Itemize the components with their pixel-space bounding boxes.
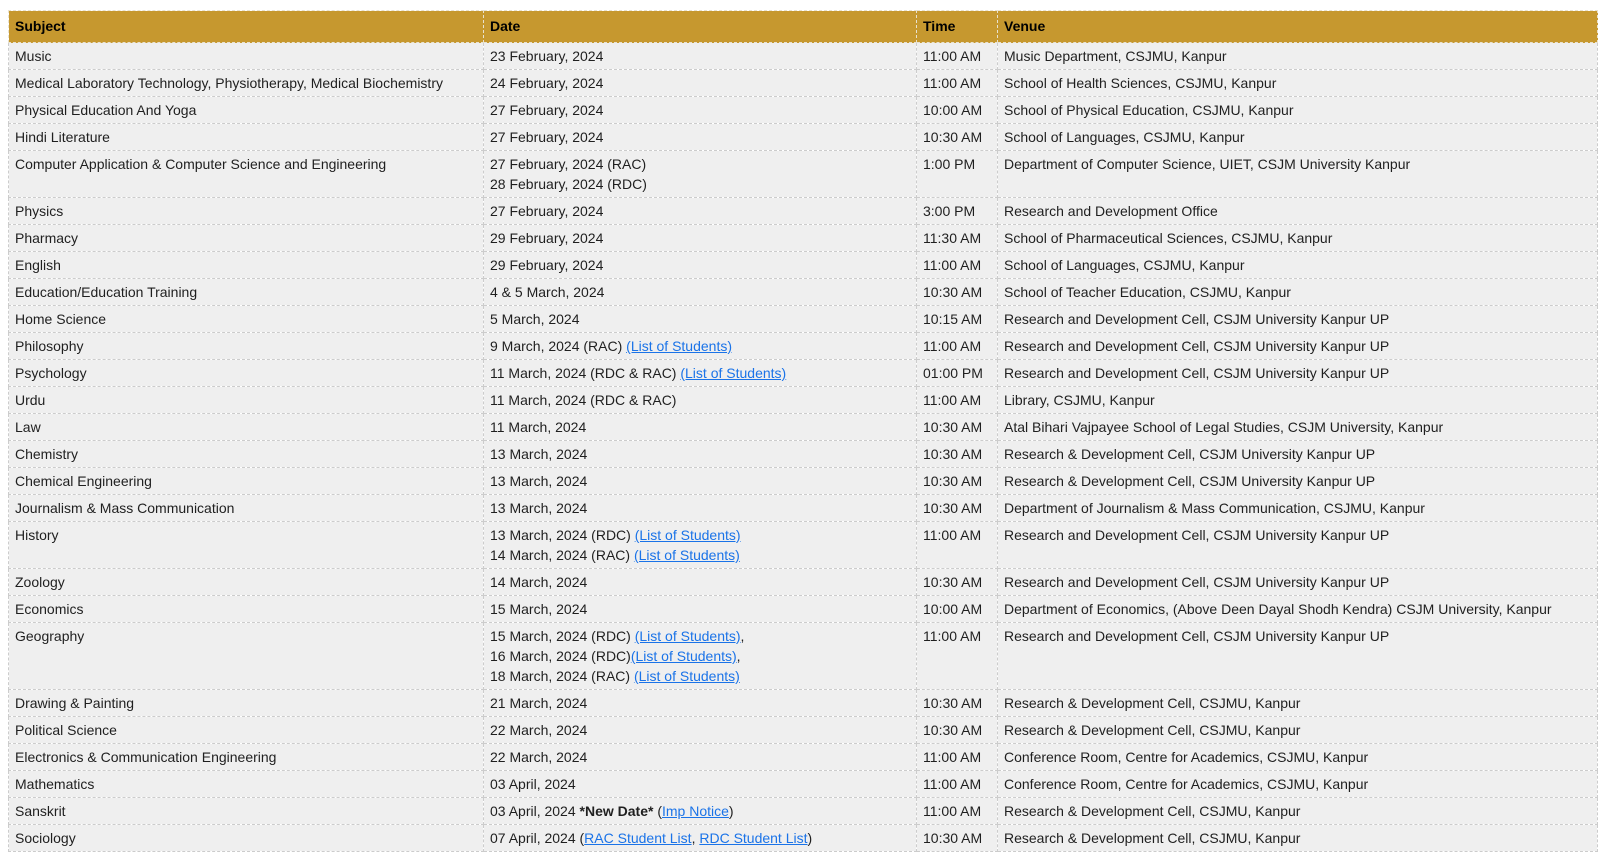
time-cell: 1:00 PM bbox=[917, 151, 998, 198]
table-row bbox=[9, 70, 1598, 97]
subject-cell: History bbox=[9, 522, 484, 569]
table-row bbox=[9, 124, 1598, 151]
table-row bbox=[9, 744, 1598, 771]
date-line: 27 February, 2024 bbox=[490, 203, 604, 219]
subject-cell: Medical Laboratory Technology, Physiotherapy, Medical Biochemistry bbox=[9, 70, 484, 97]
venue-cell: Conference Room, Centre for Academics, CSJMU, Kanpur bbox=[998, 744, 1598, 771]
date-cell bbox=[484, 360, 917, 387]
table-body bbox=[9, 43, 1598, 852]
subject-cell: Home Science bbox=[9, 306, 484, 333]
venue-cell: Research & Development Cell, CSJMU, Kanpur bbox=[998, 825, 1598, 852]
date-line: 22 March, 2024 bbox=[490, 749, 588, 765]
subject-cell: Pharmacy bbox=[9, 225, 484, 252]
time-cell: 10:30 AM bbox=[917, 441, 998, 468]
time-cell: 10:30 AM bbox=[917, 569, 998, 596]
date-link[interactable]: (List of Students) bbox=[633, 668, 740, 684]
date-cell bbox=[484, 279, 917, 306]
subject-cell: Sanskrit bbox=[9, 798, 484, 825]
date-line: 14 March, 2024 bbox=[490, 574, 588, 590]
date-cell bbox=[484, 771, 917, 798]
date-cell bbox=[484, 151, 917, 198]
venue-cell: Research & Development Cell, CSJMU, Kanpur bbox=[998, 690, 1598, 717]
subject-cell: Journalism & Mass Communication bbox=[9, 495, 484, 522]
subject-cell: Drawing & Painting bbox=[9, 690, 484, 717]
time-cell: 10:30 AM bbox=[917, 279, 998, 306]
subject-cell: Geography bbox=[9, 623, 484, 690]
date-line: 18 March, 2024 (RAC) (List of Students) bbox=[490, 668, 740, 684]
column-header-subject: Subject bbox=[9, 11, 484, 43]
date-line: 03 April, 2024 bbox=[490, 776, 576, 792]
time-cell: 11:00 AM bbox=[917, 744, 998, 771]
date-cell bbox=[484, 306, 917, 333]
time-cell: 11:00 AM bbox=[917, 70, 998, 97]
date-cell bbox=[484, 97, 917, 124]
date-cell bbox=[484, 690, 917, 717]
date-cell bbox=[484, 225, 917, 252]
date-line: 03 April, 2024 *New Date* (Imp Notice) bbox=[490, 803, 734, 819]
date-line: 07 April, 2024 (RAC Student List, RDC Student List) bbox=[490, 830, 813, 846]
date-cell bbox=[484, 387, 917, 414]
table-row bbox=[9, 414, 1598, 441]
venue-cell: School of Physical Education, CSJMU, Kanpur bbox=[998, 97, 1598, 124]
date-cell bbox=[484, 43, 917, 70]
table-row bbox=[9, 252, 1598, 279]
subject-cell: Physical Education And Yoga bbox=[9, 97, 484, 124]
subject-cell: Sociology bbox=[9, 825, 484, 852]
table-row bbox=[9, 198, 1598, 225]
venue-cell: Library, CSJMU, Kanpur bbox=[998, 387, 1598, 414]
date-link[interactable]: (List of Students) bbox=[626, 338, 732, 354]
subject-cell: Chemistry bbox=[9, 441, 484, 468]
subject-cell: Psychology bbox=[9, 360, 484, 387]
date-link[interactable]: Imp Notice bbox=[662, 803, 729, 819]
table-row bbox=[9, 279, 1598, 306]
table-row bbox=[9, 717, 1598, 744]
date-line: 27 February, 2024 bbox=[490, 102, 604, 118]
date-line: 24 February, 2024 bbox=[490, 75, 604, 91]
table-row bbox=[9, 306, 1598, 333]
date-line: 21 March, 2024 bbox=[490, 695, 588, 711]
date-cell bbox=[484, 596, 917, 623]
time-cell: 3:00 PM bbox=[917, 198, 998, 225]
date-line: 15 March, 2024 (RDC) (List of Students), bbox=[490, 628, 745, 644]
subject-cell: Computer Application & Computer Science and Engineering bbox=[9, 151, 484, 198]
time-cell: 11:00 AM bbox=[917, 43, 998, 70]
venue-cell: Research and Development Cell, CSJM University Kanpur UP bbox=[998, 306, 1598, 333]
table-row bbox=[9, 97, 1598, 124]
table-row bbox=[9, 387, 1598, 414]
venue-cell: Research and Development Cell, CSJM University Kanpur UP bbox=[998, 360, 1598, 387]
subject-cell: Political Science bbox=[9, 717, 484, 744]
subject-cell: Zoology bbox=[9, 569, 484, 596]
time-cell: 10:00 AM bbox=[917, 97, 998, 124]
venue-cell: Conference Room, Centre for Academics, CSJMU, Kanpur bbox=[998, 771, 1598, 798]
date-cell bbox=[484, 124, 917, 151]
venue-cell: Department of Computer Science, UIET, CSJM University Kanpur bbox=[998, 151, 1598, 198]
date-link[interactable]: (List of Students) bbox=[634, 527, 741, 543]
venue-cell: School of Languages, CSJMU, Kanpur bbox=[998, 252, 1598, 279]
new-date-label: *New Date* bbox=[579, 803, 654, 819]
table-row bbox=[9, 522, 1598, 569]
venue-cell: Research & Development Cell, CSJMU, Kanpur bbox=[998, 798, 1598, 825]
venue-cell: Music Department, CSJMU, Kanpur bbox=[998, 43, 1598, 70]
date-cell bbox=[484, 70, 917, 97]
date-line: 16 March, 2024 (RDC)(List of Students), bbox=[490, 648, 741, 664]
date-line: 9 March, 2024 (RAC) (List of Students) bbox=[490, 338, 732, 354]
table-row bbox=[9, 569, 1598, 596]
date-cell bbox=[484, 623, 917, 690]
venue-cell: Department of Economics, (Above Deen Dayal Shodh Kendra) CSJM University, Kanpur bbox=[998, 596, 1598, 623]
time-cell: 11:00 AM bbox=[917, 771, 998, 798]
venue-cell: Department of Journalism & Mass Communication, CSJMU, Kanpur bbox=[998, 495, 1598, 522]
time-cell: 10:15 AM bbox=[917, 306, 998, 333]
subject-cell: Economics bbox=[9, 596, 484, 623]
date-cell bbox=[484, 825, 917, 852]
table-row bbox=[9, 360, 1598, 387]
date-line: 27 February, 2024 bbox=[490, 129, 604, 145]
table-row bbox=[9, 441, 1598, 468]
subject-cell: Physics bbox=[9, 198, 484, 225]
column-header-time: Time bbox=[917, 11, 998, 43]
table-row bbox=[9, 495, 1598, 522]
date-line: 23 February, 2024 bbox=[490, 48, 604, 64]
date-line: 13 March, 2024 bbox=[490, 446, 588, 462]
date-link[interactable]: RDC Student List bbox=[699, 830, 808, 846]
table-row bbox=[9, 690, 1598, 717]
subject-cell: Chemical Engineering bbox=[9, 468, 484, 495]
subject-cell: Electronics & Communication Engineering bbox=[9, 744, 484, 771]
date-cell bbox=[484, 495, 917, 522]
date-cell bbox=[484, 414, 917, 441]
subject-cell: Philosophy bbox=[9, 333, 484, 360]
subject-cell: Hindi Literature bbox=[9, 124, 484, 151]
time-cell: 10:30 AM bbox=[917, 414, 998, 441]
date-cell bbox=[484, 522, 917, 569]
date-line: 11 March, 2024 bbox=[490, 419, 587, 435]
date-link[interactable]: RAC Student List bbox=[584, 830, 692, 846]
venue-cell: Research and Development Cell, CSJM University Kanpur UP bbox=[998, 623, 1598, 690]
header-row bbox=[9, 11, 1598, 43]
subject-cell: English bbox=[9, 252, 484, 279]
time-cell: 11:30 AM bbox=[917, 225, 998, 252]
date-line: 5 March, 2024 bbox=[490, 311, 580, 327]
table-row bbox=[9, 825, 1598, 852]
date-line: 22 March, 2024 bbox=[490, 722, 588, 738]
time-cell: 11:00 AM bbox=[917, 387, 998, 414]
time-cell: 10:30 AM bbox=[917, 717, 998, 744]
date-line: 13 March, 2024 (RDC) (List of Students) bbox=[490, 527, 741, 543]
exam-schedule-table bbox=[8, 10, 1598, 852]
venue-cell: School of Health Sciences, CSJMU, Kanpur bbox=[998, 70, 1598, 97]
venue-cell: Research and Development Office bbox=[998, 198, 1598, 225]
time-cell: 11:00 AM bbox=[917, 798, 998, 825]
table-row bbox=[9, 225, 1598, 252]
date-line: 13 March, 2024 bbox=[490, 500, 588, 516]
date-line: 28 February, 2024 (RDC) bbox=[490, 176, 647, 192]
time-cell: 10:30 AM bbox=[917, 690, 998, 717]
table-row bbox=[9, 798, 1598, 825]
date-line: 13 March, 2024 bbox=[490, 473, 588, 489]
date-link[interactable]: (List of Students) bbox=[680, 365, 787, 381]
venue-cell: Research & Development Cell, CSJMU, Kanpur bbox=[998, 717, 1598, 744]
date-cell bbox=[484, 569, 917, 596]
date-link[interactable]: (List of Students) bbox=[634, 628, 741, 644]
venue-cell: School of Pharmaceutical Sciences, CSJMU, Kanpur bbox=[998, 225, 1598, 252]
date-line: 11 March, 2024 (RDC & RAC) (List of Students) bbox=[490, 365, 787, 381]
time-cell: 11:00 AM bbox=[917, 252, 998, 279]
date-line: 29 February, 2024 bbox=[490, 257, 604, 273]
time-cell: 10:30 AM bbox=[917, 495, 998, 522]
venue-cell: Research and Development Cell, CSJM University Kanpur UP bbox=[998, 569, 1598, 596]
table-row bbox=[9, 151, 1598, 198]
date-cell bbox=[484, 468, 917, 495]
time-cell: 10:30 AM bbox=[917, 468, 998, 495]
date-cell bbox=[484, 798, 917, 825]
venue-cell: Atal Bihari Vajpayee School of Legal Studies, CSJM University, Kanpur bbox=[998, 414, 1598, 441]
date-cell bbox=[484, 252, 917, 279]
table-row bbox=[9, 43, 1598, 70]
subject-cell: Music bbox=[9, 43, 484, 70]
venue-cell: Research and Development Cell, CSJM University Kanpur UP bbox=[998, 522, 1598, 569]
date-link[interactable]: (List of Students) bbox=[633, 547, 740, 563]
venue-cell: School of Languages, CSJMU, Kanpur bbox=[998, 124, 1598, 151]
date-cell bbox=[484, 333, 917, 360]
time-cell: 10:30 AM bbox=[917, 825, 998, 852]
date-line: 27 February, 2024 (RAC) bbox=[490, 156, 647, 172]
date-line: 4 & 5 March, 2024 bbox=[490, 284, 605, 300]
date-cell bbox=[484, 441, 917, 468]
time-cell: 11:00 AM bbox=[917, 333, 998, 360]
time-cell: 01:00 PM bbox=[917, 360, 998, 387]
date-cell bbox=[484, 717, 917, 744]
table-row bbox=[9, 333, 1598, 360]
date-cell bbox=[484, 744, 917, 771]
subject-cell: Mathematics bbox=[9, 771, 484, 798]
subject-cell: Education/Education Training bbox=[9, 279, 484, 306]
time-cell: 10:00 AM bbox=[917, 596, 998, 623]
table-row bbox=[9, 623, 1598, 690]
date-line: 29 February, 2024 bbox=[490, 230, 604, 246]
time-cell: 11:00 AM bbox=[917, 623, 998, 690]
date-line: 11 March, 2024 (RDC & RAC) bbox=[490, 392, 677, 408]
table-row bbox=[9, 468, 1598, 495]
column-header-date: Date bbox=[484, 11, 917, 43]
date-line: 15 March, 2024 bbox=[490, 601, 588, 617]
date-link[interactable]: (List of Students) bbox=[630, 648, 737, 664]
venue-cell: Research & Development Cell, CSJM University Kanpur UP bbox=[998, 441, 1598, 468]
venue-cell: Research & Development Cell, CSJM University Kanpur UP bbox=[998, 468, 1598, 495]
time-cell: 10:30 AM bbox=[917, 124, 998, 151]
date-line: 14 March, 2024 (RAC) (List of Students) bbox=[490, 547, 740, 563]
venue-cell: School of Teacher Education, CSJMU, Kanpur bbox=[998, 279, 1598, 306]
subject-cell: Urdu bbox=[9, 387, 484, 414]
table-row bbox=[9, 596, 1598, 623]
venue-cell: Research and Development Cell, CSJM University Kanpur UP bbox=[998, 333, 1598, 360]
table-row bbox=[9, 771, 1598, 798]
date-cell bbox=[484, 198, 917, 225]
subject-cell: Law bbox=[9, 414, 484, 441]
time-cell: 11:00 AM bbox=[917, 522, 998, 569]
column-header-venue: Venue bbox=[998, 11, 1598, 43]
